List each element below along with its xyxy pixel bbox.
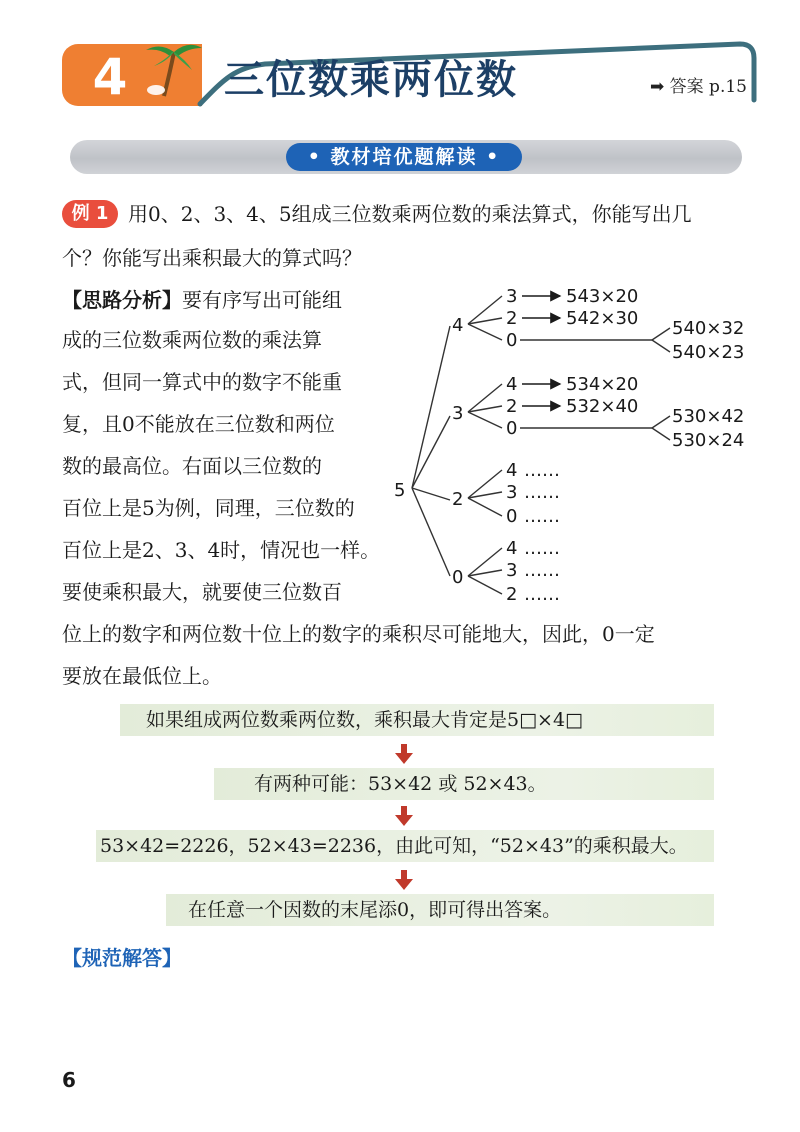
tree-node: 0 — [506, 418, 518, 439]
analysis-line-8: 要使乘积最大，就要使三位数百 — [62, 580, 342, 604]
analysis-line-5: 数的最高位。右面以三位数的 — [62, 454, 322, 478]
tree-dots: …… — [524, 460, 560, 481]
tree-node: 3 — [506, 482, 518, 503]
analysis-line-10: 要放在最低位上。 — [62, 664, 222, 688]
tree-node: 2 — [452, 489, 464, 510]
tree-node: 2 — [506, 584, 518, 605]
down-arrow-icon — [395, 870, 413, 890]
analysis-line-4: 复，且0不能放在三位数和两位 — [62, 412, 335, 436]
tree-result: 530×42 — [672, 406, 745, 427]
analysis-line-3: 式，但同一算式中的数字不能重 — [62, 370, 342, 394]
down-arrow-icon — [395, 806, 413, 826]
flow-step-3: 53×42=2226，52×43=2236，由此可知，“52×43”的乘积最大。 — [100, 835, 688, 857]
analysis-text-1: 要有序写出可能组 — [182, 288, 342, 312]
example-line-2: 个？你能写出乘积最大的算式吗？ — [62, 246, 362, 270]
page-number: 6 — [62, 1068, 76, 1092]
palm-tree-icon — [130, 38, 210, 100]
tree-node: 4 — [506, 460, 518, 481]
tree-node: 2 — [506, 308, 518, 329]
tree-node: 0 — [506, 330, 518, 351]
tree-result: 530×24 — [672, 430, 745, 451]
tree-node: 0 — [452, 567, 464, 588]
tree-node: 3 — [452, 403, 464, 424]
section-title: • 教材培优题解读 • — [286, 143, 522, 171]
chapter-number: 4 — [92, 48, 128, 106]
example-badge: 例 1 — [62, 200, 118, 228]
tree-node: 3 — [506, 286, 518, 307]
tree-dots: …… — [524, 584, 560, 605]
chapter-title: 三位数乘两位数 — [224, 57, 518, 103]
tree-node: 4 — [506, 374, 518, 395]
tree-dots: …… — [524, 506, 560, 527]
analysis-line-7: 百位上是2、3、4时，情况也一样。 — [62, 538, 381, 562]
analysis-line-1 — [62, 286, 342, 314]
tree-node: 4 — [506, 538, 518, 559]
analysis-label: 【思路分析】 — [62, 288, 182, 312]
tree-node: 4 — [452, 315, 464, 336]
tree-node: 0 — [506, 506, 518, 527]
tree-result: 534×20 — [566, 374, 639, 395]
tree-dots: …… — [524, 538, 560, 559]
answer-reference — [650, 76, 747, 98]
down-arrow-icon — [395, 744, 413, 764]
combination-tree — [390, 276, 760, 606]
tree-result: 542×30 — [566, 308, 639, 329]
tree-result: 540×32 — [672, 318, 745, 339]
tree-node: 3 — [506, 560, 518, 581]
tree-root: 5 — [394, 480, 406, 501]
example-line-1: 用0、2、3、4、5组成三位数乘两位数的乘法算式，你能写出几 — [128, 202, 692, 226]
analysis-line-6: 百位上是5为例，同理，三位数的 — [62, 496, 355, 520]
tree-node: 2 — [506, 396, 518, 417]
solution-label: 【规范解答】 — [62, 946, 182, 970]
answer-ref-text: 答案 p.15 — [669, 77, 747, 97]
tree-result: 540×23 — [672, 342, 745, 363]
analysis-line-2: 成的三位数乘两位数的乘法算 — [62, 328, 322, 352]
flow-step-1: 如果组成两位数乘两位数，乘积最大肯定是5□×4□ — [146, 709, 584, 731]
tree-result: 532×40 — [566, 396, 639, 417]
tree-result: 543×20 — [566, 286, 639, 307]
flow-step-4: 在任意一个因数的末尾添0，即可得出答案。 — [188, 899, 562, 921]
tree-dots: …… — [524, 482, 560, 503]
flow-step-2: 有两种可能：53×42 或 52×43。 — [254, 773, 547, 795]
arrow-right-icon: ➡ — [650, 77, 665, 97]
tree-dots: …… — [524, 560, 560, 581]
analysis-line-9: 位上的数字和两位数十位上的数字的乘积尽可能地大，因此，0一定 — [62, 622, 655, 646]
